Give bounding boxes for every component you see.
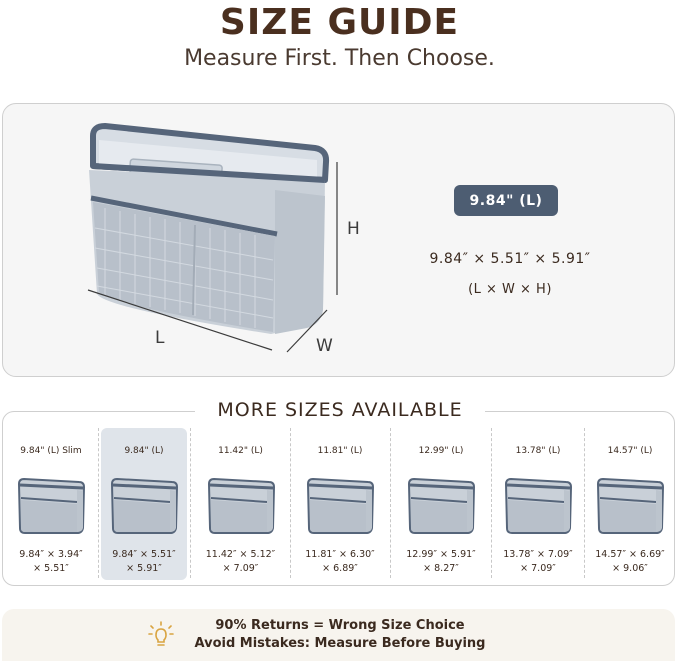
size-option-4[interactable]	[292, 428, 388, 580]
size-option-dimensions: 9.84″ × 5.51″	[112, 549, 176, 560]
size-option-3[interactable]	[193, 428, 288, 580]
size-option-label: 13.78" (L)	[515, 446, 561, 456]
size-option-label: 14.57" (L)	[607, 446, 653, 456]
lightbulb-icon	[148, 621, 174, 649]
organizer-bin-icon	[108, 476, 180, 536]
size-option-dimensions: 13.78″ × 7.09″	[503, 549, 573, 560]
tip-banner	[2, 609, 675, 661]
size-option-dimensions: 12.99″ × 5.91″	[406, 549, 476, 560]
size-option-height: × 5.51″	[33, 563, 69, 574]
size-option-height: × 8.27″	[423, 563, 459, 574]
size-divider	[290, 428, 291, 578]
organizer-bin-icon	[405, 476, 477, 536]
size-option-2[interactable]	[101, 428, 187, 580]
organizer-bin-icon	[594, 476, 666, 536]
width-label: W	[316, 336, 333, 356]
height-label: H	[347, 219, 360, 239]
dimension-lines	[80, 150, 350, 360]
size-option-label: 12.99" (L)	[418, 446, 464, 456]
page-subtitle: Measure First. Then Choose.	[184, 46, 495, 71]
size-badge: 9.84" (L)	[454, 185, 558, 216]
size-option-dimensions: 11.81″ × 6.30″	[305, 549, 375, 560]
size-option-height: × 7.09″	[222, 563, 259, 574]
size-option-height: × 7.09″	[520, 563, 556, 574]
tip-line-2: Avoid Mistakes: Measure Before Buying	[194, 636, 486, 651]
size-option-height: × 5.91″	[126, 563, 162, 574]
size-divider	[98, 428, 99, 578]
size-option-height: × 9.06″	[612, 563, 648, 574]
size-option-7[interactable]	[587, 428, 673, 580]
size-divider	[491, 428, 492, 578]
organizer-bin-icon	[15, 476, 87, 536]
size-option-label: 11.42" (L)	[218, 446, 263, 456]
length-label: L	[155, 328, 165, 348]
page-title: SIZE GUIDE	[219, 2, 460, 43]
organizer-bin-icon	[502, 476, 574, 536]
size-option-label: 9.84" (L) Slim	[20, 446, 82, 456]
main-dimensions: 9.84″ × 5.51″ × 5.91″	[429, 251, 591, 267]
size-divider	[584, 428, 585, 578]
size-option-dimensions: 11.42″ × 5.12″	[205, 549, 276, 560]
size-option-height: × 6.89″	[322, 563, 358, 574]
size-divider	[390, 428, 391, 578]
size-option-label: 11.81" (L)	[317, 446, 363, 456]
size-option-6[interactable]	[493, 428, 583, 580]
dimension-order: (L × W × H)	[468, 282, 552, 297]
size-divider	[190, 428, 191, 578]
size-option-1[interactable]	[8, 428, 94, 580]
size-option-dimensions: 9.84″ × 3.94″	[19, 549, 83, 560]
size-option-dimensions: 14.57″ × 6.69″	[595, 549, 665, 560]
size-option-5[interactable]	[394, 428, 488, 580]
size-option-label: 9.84" (L)	[124, 446, 164, 456]
tip-line-1: 90% Returns = Wrong Size Choice	[215, 618, 465, 633]
organizer-bin-icon	[205, 476, 277, 536]
organizer-bin-icon	[304, 476, 376, 536]
more-sizes-title: MORE SIZES AVAILABLE	[195, 399, 485, 425]
